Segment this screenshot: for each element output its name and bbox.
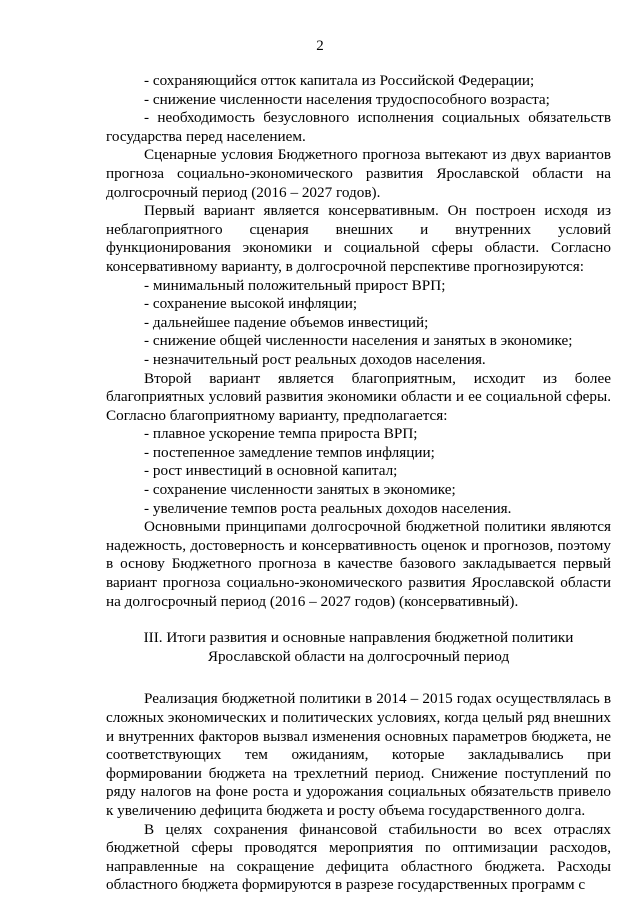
paragraph-scenario-conditions: Сценарные условия Бюджетного прогноза вытекают из двух вариантов прогноза социально-экономического развития Ярославской области на долгосрочный период (2016 – 2027 годов). (106, 146, 611, 201)
bullet-population-decline: - снижение численности населения трудоспособного возраста; (144, 90, 550, 108)
bullet-conservative-3: - дальнейшее падение объемов инвестиций; (144, 313, 429, 331)
section-heading-line-1: III. Итоги развития и основные направления бюджетной политики (143, 629, 574, 647)
paragraph-conservative-variant: Первый вариант является консервативным. Он построен исходя из неблагоприятного сценария внешних и внутренних условий функционирования экономики и социальной сферы области. Согласно консервативному варианту, в долгосрочной перспективе прогнозируются: (106, 202, 611, 275)
section-heading-line-2: Ярославской области на долгосрочный период (207, 647, 510, 665)
section-heading (106, 629, 611, 666)
bullet-conservative-5: - незначительный рост реальных доходов населения. (144, 350, 486, 368)
paragraph-budget-policy-implementation: Реализация бюджетной политики в 2014 – 2015 годах осуществлялась в сложных экономических и политических условиях, когда целый ряд внешних и внутренних факторов вызвал изменения основных параметров бюджета, не соответствующих тем ожиданиям, которые закладывались при формировании бюджета на трехлетний период. Снижение поступлений по ряду налогов на фоне роста и удорожания социальных обязательств привело к увеличению дефицита бюджета и росту объема государственного долга. (106, 690, 611, 819)
paragraph-financial-stability: В целях сохранения финансовой стабильности во всех отраслях бюджетной сферы проводятся мероприятия по оптимизации расходов, направленные на сокращение дефицита областного бюджета. Расходы областного бюджета формируются в разрезе государственных программ с (106, 820, 611, 894)
bullet-conservative-1: - минимальный положительный прирост ВРП; (144, 276, 446, 294)
bullet-favorable-5: - увеличение темпов роста реальных доходов населения. (144, 499, 512, 517)
page-number: 2 (316, 38, 324, 54)
paragraph-favorable-variant: Второй вариант является благоприятным, исходит из более благоприятных условий развития экономики области и ее социальной сферы. Согласно благоприятному варианту, предполагается: (106, 369, 611, 424)
bullet-social-obligations: - необходимость безусловного исполнения социальных обязательств государства перед населением. (106, 109, 611, 145)
bullet-conservative-4: - снижение общей численности населения и занятых в экономике; (144, 332, 573, 350)
bullet-capital-outflow: - сохраняющийся отток капитала из Российской Федерации; (144, 72, 535, 89)
bullet-favorable-2: - постепенное замедление темпов инфляции; (144, 443, 435, 461)
bullet-conservative-2: - сохранение высокой инфляции; (144, 295, 358, 313)
bullet-favorable-1: - плавное ускорение темпа прироста ВРП; (144, 425, 418, 443)
bullet-favorable-4: - сохранение численности занятых в экономике; (144, 481, 456, 499)
document-body (106, 72, 611, 895)
bullet-favorable-3: - рост инвестиций в основной капитал; (144, 462, 398, 480)
paragraph-principles: Основными принципами долгосрочной бюджетной политики являются надежность, достоверность и консервативность оценок и прогнозов, поэтому в основу Бюджетного прогноза в качестве базового закладывается первый вариант прогноза социально-экономического развития Ярославской области на долгосрочный период (2016 – 2027 годов) (консервативный). (106, 518, 611, 610)
